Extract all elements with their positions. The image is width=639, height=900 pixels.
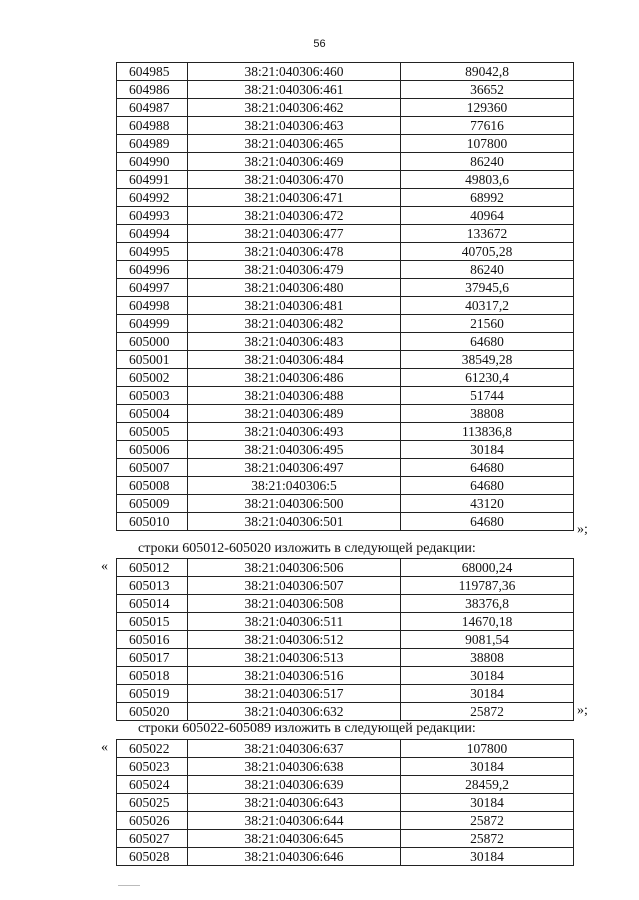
cadastral-number-cell: 38:21:040306:483 [188, 333, 401, 351]
value-cell: 51744 [401, 387, 574, 405]
row-number-cell: 604994 [117, 225, 188, 243]
table-row [117, 703, 574, 721]
row-number-cell: 605007 [117, 459, 188, 477]
table-row [117, 477, 574, 495]
cadastral-number-cell: 38:21:040306:500 [188, 495, 401, 513]
table-row [117, 577, 574, 595]
row-number-cell: 605019 [117, 685, 188, 703]
table-row [117, 685, 574, 703]
value-cell: 68000,24 [401, 559, 574, 577]
value-cell: 64680 [401, 459, 574, 477]
row-number-cell: 605026 [117, 812, 188, 830]
cadastral-number-cell: 38:21:040306:486 [188, 369, 401, 387]
table-row [117, 513, 574, 531]
cadastral-number-cell: 38:21:040306:477 [188, 225, 401, 243]
value-cell: 43120 [401, 495, 574, 513]
table-row [117, 776, 574, 794]
table-row [117, 189, 574, 207]
value-cell: 25872 [401, 830, 574, 848]
value-cell: 64680 [401, 477, 574, 495]
cadastral-number-cell: 38:21:040306:472 [188, 207, 401, 225]
cadastral-number-cell: 38:21:040306:643 [188, 794, 401, 812]
row-number-cell: 605020 [117, 703, 188, 721]
row-number-cell: 604989 [117, 135, 188, 153]
table-row [117, 649, 574, 667]
value-cell: 40964 [401, 207, 574, 225]
row-number-cell: 605014 [117, 595, 188, 613]
value-cell: 40705,28 [401, 243, 574, 261]
row-number-cell: 605024 [117, 776, 188, 794]
row-number-cell: 605012 [117, 559, 188, 577]
row-number-cell: 604998 [117, 297, 188, 315]
row-number-cell: 605018 [117, 667, 188, 685]
table-row [117, 495, 574, 513]
cadastral-number-cell: 38:21:040306:460 [188, 63, 401, 81]
row-number-cell: 605017 [117, 649, 188, 667]
value-cell: 38808 [401, 649, 574, 667]
table-row [117, 117, 574, 135]
value-cell: 113836,8 [401, 423, 574, 441]
footer-mark [118, 885, 140, 886]
cadastral-number-cell: 38:21:040306:512 [188, 631, 401, 649]
value-cell: 40317,2 [401, 297, 574, 315]
cadastral-number-cell: 38:21:040306:501 [188, 513, 401, 531]
cadastral-number-cell: 38:21:040306:470 [188, 171, 401, 189]
value-cell: 36652 [401, 81, 574, 99]
row-number-cell: 605009 [117, 495, 188, 513]
table-row [117, 135, 574, 153]
table-row [117, 423, 574, 441]
table-row [117, 613, 574, 631]
row-number-cell: 605025 [117, 794, 188, 812]
table-row [117, 153, 574, 171]
table-row [117, 279, 574, 297]
row-number-cell: 605016 [117, 631, 188, 649]
cadastral-number-cell: 38:21:040306:506 [188, 559, 401, 577]
cadastral-number-cell: 38:21:040306:497 [188, 459, 401, 477]
row-number-cell: 605027 [117, 830, 188, 848]
cadastral-number-cell: 38:21:040306:465 [188, 135, 401, 153]
instruction-text-1: строки 605012-605020 изложить в следующей редакции: [138, 541, 476, 556]
value-cell: 30184 [401, 441, 574, 459]
cadastral-number-cell: 38:21:040306:632 [188, 703, 401, 721]
row-number-cell: 605000 [117, 333, 188, 351]
cadastral-number-cell: 38:21:040306:488 [188, 387, 401, 405]
cadastral-number-cell: 38:21:040306:516 [188, 667, 401, 685]
table-row [117, 830, 574, 848]
row-number-cell: 604991 [117, 171, 188, 189]
row-number-cell: 605023 [117, 758, 188, 776]
value-cell: 38549,28 [401, 351, 574, 369]
row-number-cell: 605001 [117, 351, 188, 369]
row-number-cell: 604996 [117, 261, 188, 279]
table-row [117, 225, 574, 243]
cadastral-number-cell: 38:21:040306:639 [188, 776, 401, 794]
cadastral-number-cell: 38:21:040306:480 [188, 279, 401, 297]
value-cell: 133672 [401, 225, 574, 243]
table-row [117, 207, 574, 225]
table-row [117, 351, 574, 369]
cadastral-number-cell: 38:21:040306:645 [188, 830, 401, 848]
table-row [117, 405, 574, 423]
value-cell: 25872 [401, 812, 574, 830]
value-cell: 30184 [401, 758, 574, 776]
cadastral-number-cell: 38:21:040306:462 [188, 99, 401, 117]
value-cell: 61230,4 [401, 369, 574, 387]
closing-quote-1: »; [577, 522, 588, 537]
row-number-cell: 605006 [117, 441, 188, 459]
cadastral-number-cell: 38:21:040306:646 [188, 848, 401, 866]
row-number-cell: 604987 [117, 99, 188, 117]
value-cell: 86240 [401, 153, 574, 171]
cadastral-number-cell: 38:21:040306:508 [188, 595, 401, 613]
cadastral-number-cell: 38:21:040306:493 [188, 423, 401, 441]
table-row [117, 99, 574, 117]
value-cell: 119787,36 [401, 577, 574, 595]
row-number-cell: 605015 [117, 613, 188, 631]
cadastral-number-cell: 38:21:040306:5 [188, 477, 401, 495]
value-cell: 107800 [401, 740, 574, 758]
row-number-cell: 605005 [117, 423, 188, 441]
cadastral-number-cell: 38:21:040306:463 [188, 117, 401, 135]
registry-table-block-3 [116, 739, 574, 866]
cadastral-number-cell: 38:21:040306:481 [188, 297, 401, 315]
cadastral-number-cell: 38:21:040306:511 [188, 613, 401, 631]
row-number-cell: 605028 [117, 848, 188, 866]
table-row [117, 171, 574, 189]
value-cell: 25872 [401, 703, 574, 721]
table-row [117, 559, 574, 577]
cadastral-number-cell: 38:21:040306:461 [188, 81, 401, 99]
cadastral-number-cell: 38:21:040306:644 [188, 812, 401, 830]
value-cell: 64680 [401, 333, 574, 351]
value-cell: 89042,8 [401, 63, 574, 81]
table-row [117, 631, 574, 649]
row-number-cell: 604986 [117, 81, 188, 99]
row-number-cell: 604999 [117, 315, 188, 333]
row-number-cell: 605003 [117, 387, 188, 405]
row-number-cell: 604993 [117, 207, 188, 225]
value-cell: 9081,54 [401, 631, 574, 649]
row-number-cell: 604995 [117, 243, 188, 261]
row-number-cell: 605004 [117, 405, 188, 423]
cadastral-number-cell: 38:21:040306:489 [188, 405, 401, 423]
cadastral-number-cell: 38:21:040306:638 [188, 758, 401, 776]
row-number-cell: 604985 [117, 63, 188, 81]
cadastral-number-cell: 38:21:040306:495 [188, 441, 401, 459]
opening-quote-2: « [101, 559, 108, 574]
table-row [117, 740, 574, 758]
cadastral-number-cell: 38:21:040306:513 [188, 649, 401, 667]
cadastral-number-cell: 38:21:040306:517 [188, 685, 401, 703]
registry-table-block-2 [116, 558, 574, 721]
value-cell: 30184 [401, 848, 574, 866]
instruction-text-2: строки 605022-605089 изложить в следующей редакции: [138, 721, 476, 736]
row-number-cell: 605010 [117, 513, 188, 531]
table-row [117, 848, 574, 866]
row-number-cell: 604997 [117, 279, 188, 297]
value-cell: 107800 [401, 135, 574, 153]
row-number-cell: 604992 [117, 189, 188, 207]
value-cell: 86240 [401, 261, 574, 279]
cadastral-number-cell: 38:21:040306:479 [188, 261, 401, 279]
value-cell: 77616 [401, 117, 574, 135]
table-row [117, 794, 574, 812]
table-row [117, 441, 574, 459]
table-row [117, 315, 574, 333]
table-row [117, 387, 574, 405]
value-cell: 28459,2 [401, 776, 574, 794]
page-number: 56 [313, 38, 326, 50]
table-row [117, 758, 574, 776]
table-row [117, 667, 574, 685]
value-cell: 14670,18 [401, 613, 574, 631]
row-number-cell: 604990 [117, 153, 188, 171]
table-row [117, 459, 574, 477]
row-number-cell: 605002 [117, 369, 188, 387]
closing-quote-2: »; [577, 703, 588, 718]
table-row [117, 369, 574, 387]
value-cell: 68992 [401, 189, 574, 207]
value-cell: 37945,6 [401, 279, 574, 297]
value-cell: 38808 [401, 405, 574, 423]
table-row [117, 297, 574, 315]
value-cell: 30184 [401, 794, 574, 812]
cadastral-number-cell: 38:21:040306:469 [188, 153, 401, 171]
opening-quote-3: « [101, 740, 108, 755]
cadastral-number-cell: 38:21:040306:478 [188, 243, 401, 261]
value-cell: 21560 [401, 315, 574, 333]
value-cell: 30184 [401, 667, 574, 685]
row-number-cell: 605008 [117, 477, 188, 495]
cadastral-number-cell: 38:21:040306:471 [188, 189, 401, 207]
cadastral-number-cell: 38:21:040306:484 [188, 351, 401, 369]
row-number-cell: 605022 [117, 740, 188, 758]
row-number-cell: 604988 [117, 117, 188, 135]
value-cell: 49803,6 [401, 171, 574, 189]
table-row [117, 81, 574, 99]
row-number-cell: 605013 [117, 577, 188, 595]
cadastral-number-cell: 38:21:040306:507 [188, 577, 401, 595]
table-row [117, 261, 574, 279]
table-row [117, 595, 574, 613]
table-row [117, 333, 574, 351]
cadastral-number-cell: 38:21:040306:637 [188, 740, 401, 758]
table-row [117, 243, 574, 261]
table-row [117, 812, 574, 830]
registry-table-block-1 [116, 62, 574, 531]
value-cell: 30184 [401, 685, 574, 703]
table-row [117, 63, 574, 81]
value-cell: 129360 [401, 99, 574, 117]
value-cell: 38376,8 [401, 595, 574, 613]
value-cell: 64680 [401, 513, 574, 531]
cadastral-number-cell: 38:21:040306:482 [188, 315, 401, 333]
